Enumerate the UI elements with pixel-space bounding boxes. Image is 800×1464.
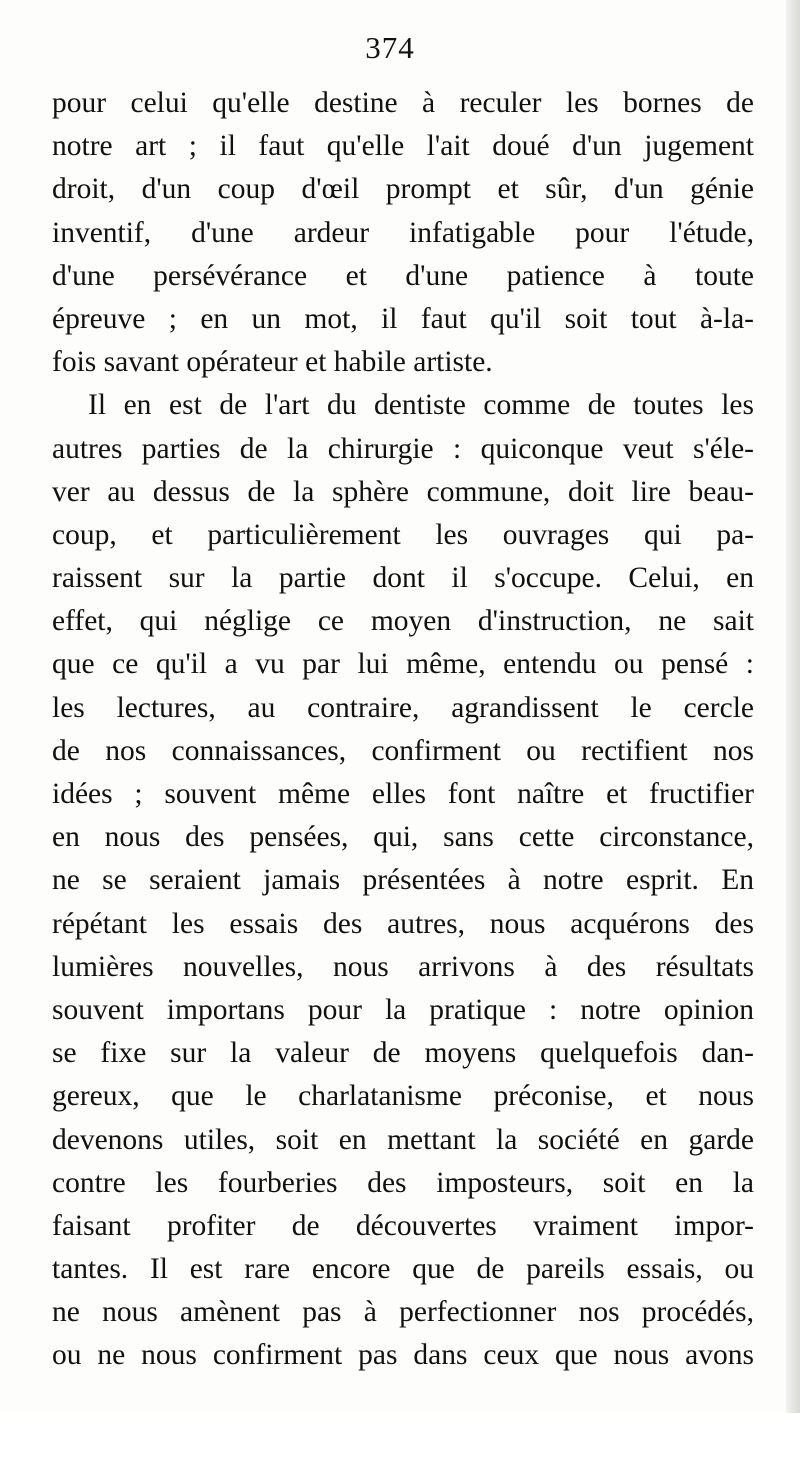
- text-line: que ce qu'il a vu par lui même, entendu ou pensé :: [52, 648, 754, 681]
- text-line: en nous des pensées, qui, sans cette circonstance,: [52, 821, 754, 854]
- text-line: Il en est de l'art du dentiste comme de toutes les: [88, 389, 754, 422]
- text-line: contre les fourberies des imposteurs, soit en la: [52, 1166, 754, 1199]
- text-line: pour celui qu'elle destine à reculer les bornes de: [52, 87, 754, 119]
- text-line: [52, 1421, 754, 1464]
- text-line: ver au dessus de la sphère commune, doit lire beau-: [52, 475, 754, 508]
- text-line: répétant les essais des autres, nous acquérons des: [52, 907, 754, 940]
- text-line: raissent sur la partie dont il s'occupe. Celui, en: [52, 562, 754, 595]
- text-line: faisant profiter de découvertes vraiment impor-: [52, 1209, 754, 1242]
- text-line: gereux, que le charlatanisme préconise, et nous: [52, 1080, 754, 1113]
- text-line: d'une persévérance et d'une patience à toute: [52, 259, 754, 292]
- text-line: idées ; souvent même elles font naître et fructifier: [52, 778, 754, 810]
- body-text: [52, 82, 754, 1464]
- text-line: effet, qui néglige ce moyen d'instruction, ne sait: [52, 605, 754, 638]
- text-line: ou ne nous confirment pas dans ceux que nous avons: [52, 1339, 754, 1372]
- text-line: de nos connaissances, confirment ou rectifient nos: [52, 734, 754, 767]
- text-line: [52, 1378, 754, 1421]
- text-line: autres parties de la chirurgie : quiconque veut s'éle-: [52, 432, 754, 465]
- text-line: se fixe sur la valeur de moyens quelquefois dan-: [52, 1037, 754, 1070]
- text-line: tantes. Il est rare encore que de pareils essais, ou: [52, 1253, 754, 1286]
- text-line: coup, et particulièrement les ouvrages qui pa-: [52, 518, 754, 551]
- text-line: devenons utiles, soit en mettant la société en garde: [52, 1123, 754, 1156]
- text-line: inventif, d'une ardeur infatigable pour l'étude,: [52, 216, 754, 249]
- text-line: lumières nouvelles, nous arrivons à des résultats: [52, 950, 754, 983]
- text-line: notre art ; il faut qu'elle l'ait doué d'un jugement: [52, 130, 754, 163]
- text-line: droit, d'un coup d'œil prompt et sûr, d'un génie: [52, 173, 754, 206]
- text-line: ne nous amènent pas à perfectionner nos procédés,: [52, 1296, 754, 1329]
- text-line: ne se seraient jamais présentées à notre esprit. En: [52, 864, 754, 897]
- text-line: les lectures, au contraire, agrandissent le cercle: [52, 691, 754, 724]
- page-edge: [786, 0, 800, 1413]
- page-number: 374: [365, 30, 415, 65]
- text-line: fois savant opérateur et habile artiste.: [52, 346, 493, 379]
- text-line: souvent importans pour la pratique : notre opinion: [52, 993, 754, 1026]
- text-line: épreuve ; en un mot, il faut qu'il soit tout à-la-: [52, 302, 754, 335]
